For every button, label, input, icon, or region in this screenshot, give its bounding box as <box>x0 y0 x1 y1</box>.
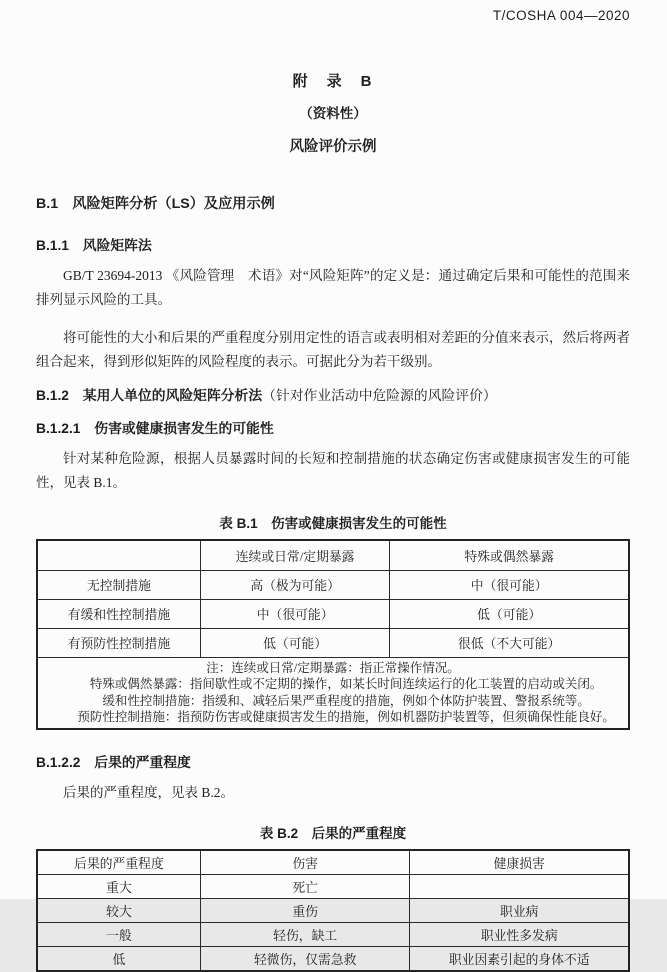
paragraph-matrix-method: 将可能性的大小和后果的严重程度分别用定性的语言或表明相对差距的分值来表示，然后将两者组合起来，得到形似矩阵的风险程度的表示。可据此分为若干级别。 <box>36 329 630 369</box>
table-cell: 有预防性控制措施 <box>37 628 200 657</box>
table-cell: 较大 <box>37 898 200 922</box>
table-cell: 重伤 <box>200 898 410 922</box>
heading-b1-2-2: B.1.2.2 后果的严重程度 <box>36 754 191 770</box>
note-line: 特殊或偶然暴露：指间歇性或不定期的操作，如某长时间连续运行的化工装置的启动或关闭。 <box>89 677 603 691</box>
doc-number: T/COSHA 004—2020 <box>492 8 630 23</box>
table-cell: 重大 <box>37 874 200 898</box>
paragraph-definition: GB/T 23694-2013 《风险管理 术语》对“风险矩阵”的定义是：通过确定后果和可能性的范围来排列显示风险的工具。 <box>36 268 630 307</box>
note-line <box>44 660 622 677</box>
table-row <box>37 657 629 729</box>
table-row <box>37 540 629 570</box>
paragraph-likelihood: 针对某种危险源，根据人员暴露时间的长短和控制措施的状态确定伤害或健康损害发生的可能性，见表 B.1。 <box>36 451 630 490</box>
appendix-informative-note: （资料性） <box>299 106 367 121</box>
table-b1-header-blank <box>37 540 200 570</box>
table-cell: 职业病 <box>410 898 629 922</box>
table-cell: 职业性多发病 <box>410 922 629 946</box>
table-row <box>37 570 629 599</box>
table-cell: 轻微伤，仅需急救 <box>200 946 410 971</box>
table-cell: 中（很可能） <box>390 570 629 599</box>
table-cell: 有缓和性控制措施 <box>37 599 200 628</box>
table-b2-caption: 表 B.2 后果的严重程度 <box>259 825 407 841</box>
table-b2 <box>36 849 630 972</box>
table-b2-header-severity: 后果的严重程度 <box>37 850 200 875</box>
table-b2-header-health: 健康损害 <box>410 850 629 875</box>
appendix-title: 风险评价示例 <box>289 139 377 155</box>
table-cell: 一般 <box>37 922 200 946</box>
heading-b1: B.1 风险矩阵分析（LS）及应用示例 <box>36 196 275 212</box>
heading-b1-1: B.1.1 风险矩阵法 <box>36 238 152 253</box>
table-cell: 很低（不大可能） <box>390 628 629 657</box>
heading-b1-2 <box>36 387 630 405</box>
table-cell: 轻伤，缺工 <box>200 922 410 946</box>
table-cell: 职业因素引起的身体不适 <box>410 946 629 971</box>
table-b2-header-injury: 伤害 <box>200 850 410 875</box>
table-b1-caption: 表 B.1 伤害或健康损害发生的可能性 <box>219 516 447 531</box>
table-b1 <box>36 539 630 730</box>
heading-b1-2-main: B.1.2 某用人单位的风险矩阵分析法 <box>36 388 263 403</box>
note-line: 缓和性控制措施：指缓和、减轻后果严重程度的措施，例如个体防护装置、警报系统等。 <box>102 693 590 708</box>
table-row <box>37 922 629 946</box>
appendix-label: 附 录 B <box>292 73 374 90</box>
table-row <box>37 898 629 922</box>
appendix-title-block <box>36 70 630 156</box>
table-cell: 中（很可能） <box>200 599 389 628</box>
table-row <box>37 874 629 898</box>
table-cell <box>410 874 629 898</box>
paragraph-severity: 后果的严重程度，见表 B.2。 <box>63 784 235 800</box>
table-row <box>37 599 629 628</box>
table-cell: 无控制措施 <box>37 570 200 599</box>
table-cell: 高（极为可能） <box>200 570 389 599</box>
table-row <box>37 946 629 971</box>
table-b1-header-special: 特殊或偶然暴露 <box>390 540 629 570</box>
table-cell: 低（可能） <box>200 628 389 657</box>
table-cell: 死亡 <box>200 874 410 898</box>
note-label: 注： <box>206 660 232 675</box>
heading-b1-2-1: B.1.2.1 伤害或健康损害发生的可能性 <box>36 421 274 436</box>
note-line: 预防性控制措施：指预防伤害或健康损害发生的措施，例如机器防护装置等，但须确保性能良好。 <box>77 710 615 724</box>
table-b1-notes <box>37 657 629 729</box>
note-text: 连续或日常/定期暴露：指正常操作情况。 <box>231 660 460 675</box>
table-cell: 低（可能） <box>390 599 629 628</box>
table-cell: 低 <box>37 946 200 971</box>
table-row <box>37 628 629 657</box>
table-row <box>37 850 629 875</box>
table-b1-header-continuous: 连续或日常/定期暴露 <box>200 540 389 570</box>
heading-b1-2-paren: （针对作业活动中危险源的风险评价） <box>262 388 497 403</box>
